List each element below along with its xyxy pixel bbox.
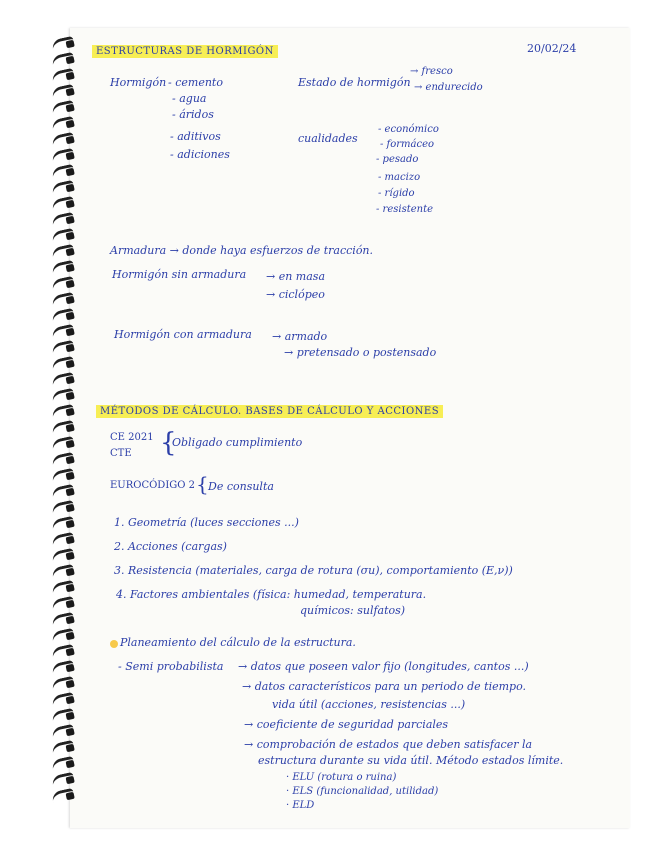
spiral-coil (51, 228, 75, 244)
norma-item: CE 2021 (110, 432, 154, 443)
component-item: - áridos (172, 108, 214, 121)
list-item-continued: químicos: sulfatos) (300, 604, 406, 617)
spiral-coil (51, 100, 75, 116)
spiral-coil (51, 708, 75, 724)
spiral-coil (51, 372, 75, 388)
cualidad-item: - resistente (376, 204, 434, 215)
spiral-coil (51, 196, 75, 212)
list-item: 1. Geometría (luces secciones ...) (114, 516, 299, 529)
spiral-coil (51, 52, 75, 68)
estado-item: → fresco (410, 66, 453, 77)
normas-note: Obligado cumplimiento (172, 436, 303, 449)
spiral-coil (51, 276, 75, 292)
spiral-coil (51, 612, 75, 628)
component-item: - adiciones (170, 148, 230, 161)
cualidad-item: - macizo (378, 172, 421, 183)
sin-armadura-label: Hormigón sin armadura (112, 268, 247, 281)
spiral-coil (51, 548, 75, 564)
brace-icon: { (196, 472, 209, 496)
con-armadura-item: → armado (272, 330, 328, 343)
spiral-coil (51, 180, 75, 196)
estado-item: → endurecido (414, 82, 483, 93)
bullet-dot-icon (110, 640, 118, 648)
spiral-coil (51, 596, 75, 612)
spiral-coil (51, 420, 75, 436)
spiral-coil (51, 84, 75, 100)
plan-line: · ELD (286, 800, 315, 811)
spiral-coil (51, 484, 75, 500)
cualidades-label: cualidades (298, 132, 358, 145)
sin-armadura-item: → en masa (266, 270, 325, 283)
section-title: MÉTODOS DE CÁLCULO. BASES DE CÁLCULO Y ACCIONES (96, 404, 443, 418)
eurocodigo-note: De consulta (208, 480, 274, 493)
spiral-coil (51, 692, 75, 708)
plan-line: → datos que poseen valor fijo (longitudes, cantos ...) (238, 660, 529, 673)
cualidad-item: - económico (378, 124, 439, 135)
list-item: 3. Resistencia (materiales, carga de rotura (σu), comportamiento (E,ν)) (114, 564, 513, 577)
plan-line: estructura durante su vida útil. Método estados límite. (258, 754, 564, 767)
spiral-coil (51, 324, 75, 340)
spiral-coil (51, 452, 75, 468)
spiral-coil (51, 628, 75, 644)
plan-line: · ELU (rotura o ruina) (286, 772, 397, 783)
spiral-coil (51, 164, 75, 180)
spiral-coil (51, 36, 75, 52)
con-armadura-label: Hormigón con armadura (114, 328, 252, 341)
component-item: - cemento (168, 76, 223, 89)
spiral-coil (51, 788, 75, 804)
spiral-coil (51, 676, 75, 692)
component-item: - aditivos (170, 130, 221, 143)
armadura-line: Armadura → donde haya esfuerzos de tracción. (110, 244, 374, 257)
cualidad-item: - pesado (376, 154, 419, 165)
spiral-coil (51, 740, 75, 756)
spiral-coil (51, 148, 75, 164)
plan-line: → coeficiente de seguridad parciales (244, 718, 449, 731)
spiral-coil (51, 580, 75, 596)
spiral-coil (51, 260, 75, 276)
sin-armadura-item: → ciclópeo (266, 288, 325, 301)
spiral-coil (51, 308, 75, 324)
list-item: 2. Acciones (cargas) (114, 540, 227, 553)
spiral-binding (52, 38, 80, 808)
spiral-coil (51, 532, 75, 548)
plan-line: · ELS (funcionalidad, utilidad) (286, 786, 439, 797)
spiral-coil (51, 660, 75, 676)
plan-line: → datos característicos para un periodo de tiempo. (242, 680, 526, 693)
spiral-coil (51, 292, 75, 308)
spiral-coil (51, 340, 75, 356)
page-date: 20/02/24 (527, 42, 577, 55)
cualidad-item: - rígido (378, 188, 415, 199)
spiral-coil (51, 388, 75, 404)
spiral-coil (51, 356, 75, 372)
spiral-coil (51, 68, 75, 84)
spiral-coil (51, 212, 75, 228)
eurocodigo-label: EUROCÓDIGO 2 (110, 480, 195, 491)
spiral-coil (51, 132, 75, 148)
list-item: 4. Factores ambientales (física: humedad, temperatura. (116, 588, 427, 601)
spiral-coil (51, 436, 75, 452)
cualidad-item: - formáceo (380, 139, 435, 150)
estado-label: Estado de hormigón (298, 76, 411, 89)
spiral-coil (51, 724, 75, 740)
spiral-coil (51, 564, 75, 580)
con-armadura-item: → pretensado o postensado (284, 346, 437, 359)
page-title: ESTRUCTURAS DE HORMIGÓN (92, 44, 278, 58)
spiral-coil (51, 516, 75, 532)
spiral-coil (51, 772, 75, 788)
plan-line: vida útil (acciones, resistencias ...) (272, 698, 466, 711)
brace-icon: { (160, 428, 177, 458)
spiral-coil (51, 468, 75, 484)
planteamiento-title: Planeamiento del cálculo de la estructura. (120, 636, 356, 649)
spiral-coil (51, 644, 75, 660)
spiral-coil (51, 116, 75, 132)
semi-label: - Semi probabilista (118, 660, 224, 673)
hormigon-label: Hormigón (110, 76, 167, 89)
component-item: - agua (172, 92, 207, 105)
plan-line: → comprobación de estados que deben satisfacer la (244, 738, 533, 751)
norma-item: CTE (110, 448, 132, 459)
spiral-coil (51, 500, 75, 516)
spiral-coil (51, 244, 75, 260)
spiral-coil (51, 756, 75, 772)
spiral-coil (51, 404, 75, 420)
